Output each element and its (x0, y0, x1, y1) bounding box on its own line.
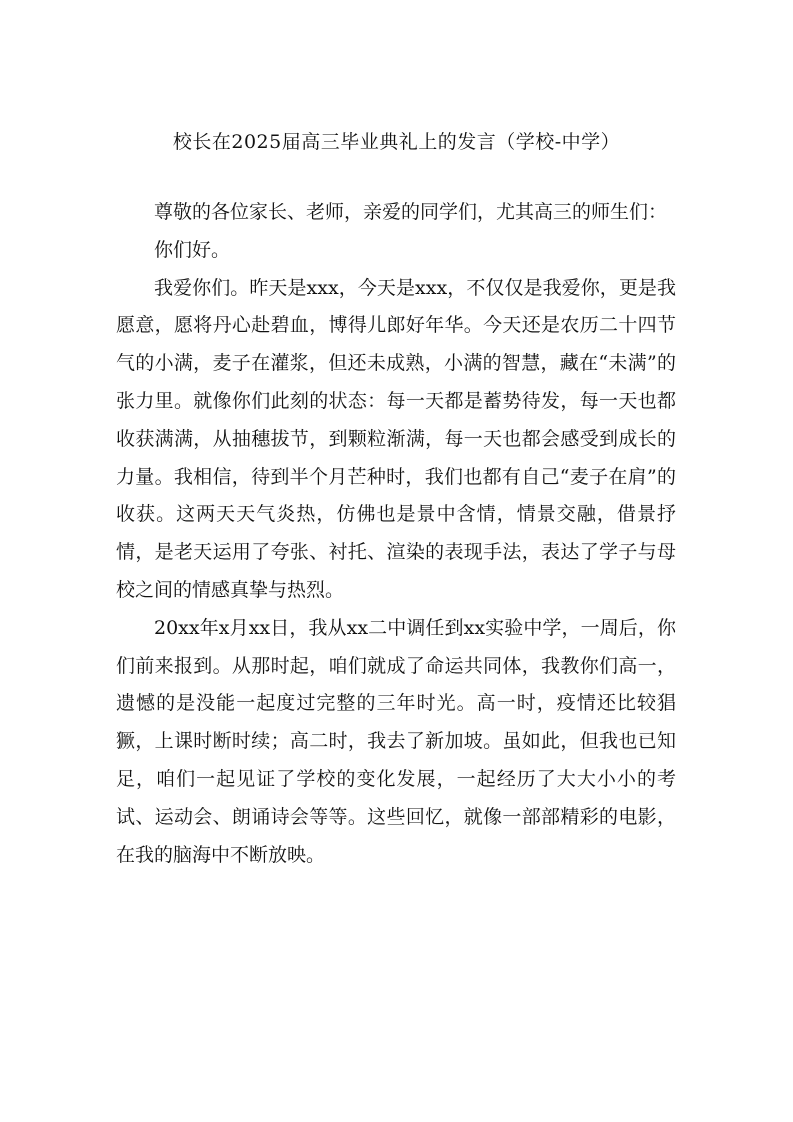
document-title: 校长在2025届高三毕业典礼上的发言（学校-中学） (172, 131, 621, 153)
document-body (116, 194, 676, 874)
paragraph-hello: 你们好。 (154, 238, 231, 261)
paragraph-memories: 20xx年x月xx日，我从xx二中调任到xx实验中学，一周后，你们前来报到。从那时起，咱们就成了命运共同体，我教你们高一，遗憾的是没能一起度过完整的三年时光。高一时，疫情还比较猖獗，上课时断时续；高二时，我去了新加坡。虽如此，但我也已知足，咱们一起见证了学校的变化发展，一起经历了大大小小的考试、运动会、朗诵诗会等等。这些回忆，就像一部部精彩的电影，在我的脑海中不断放映。 (116, 616, 676, 866)
paragraph-love: 我爱你们。昨天是xxx，今天是xxx，不仅仅是我爱你，更是我愿意，愿将丹心赴碧血，博得儿郎好年华。今天还是农历二十四节气的小满，麦子在灌浆，但还未成熟，小满的智慧，藏在“未满”的张力里。就像你们此刻的状态：每一天都是蓄势待发，每一天也都收获满满，从抽穗拔节，到颗粒渐满，每一天也都会感受到成长的力量。我相信，待到半个月芒种时，我们也都有自己“麦子在肩”的收获。这两天天气炎热，仿佛也是景中含情，情景交融，借景抒情，是老天运用了夸张、衬托、渲染的表现手法，表达了学子与母校之间的情感真挚与热烈。 (116, 276, 676, 601)
paragraph-greeting: 尊敬的各位家长、老师，亲爱的同学们，尤其高三的师生们： (154, 201, 668, 223)
